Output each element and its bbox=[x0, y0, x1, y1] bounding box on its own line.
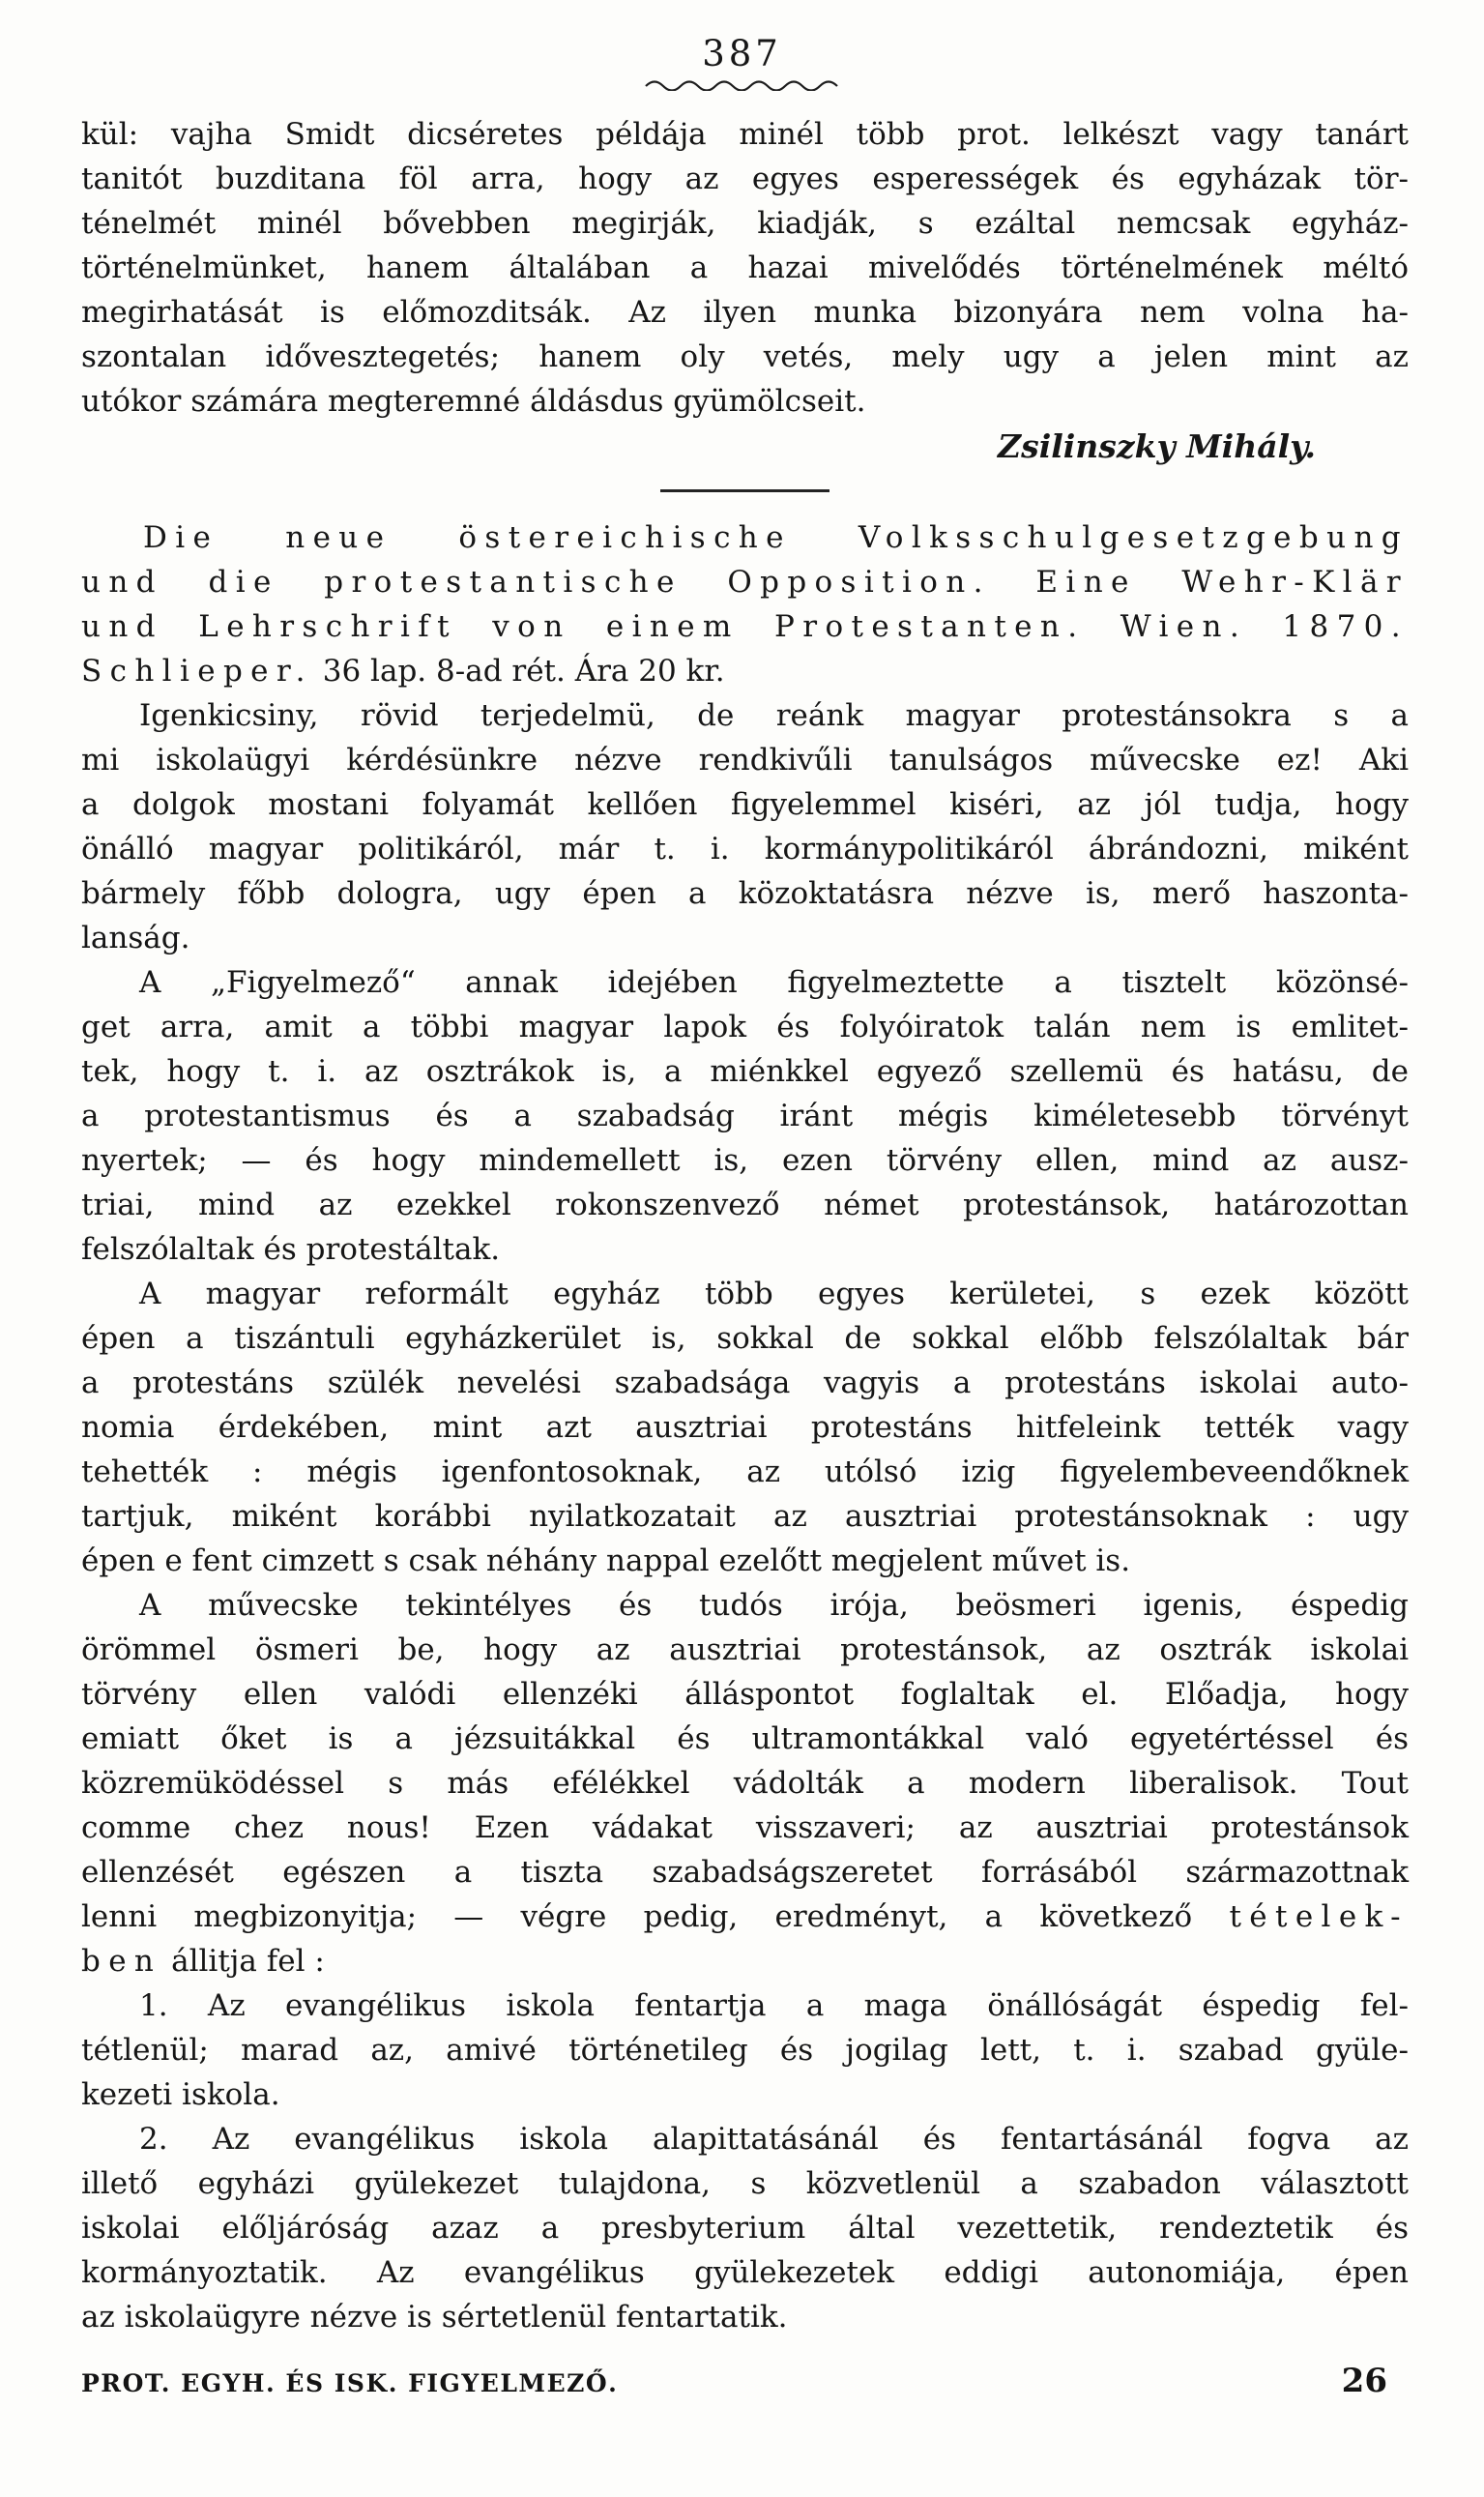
review-heading bbox=[81, 515, 1409, 693]
text-line: tartjuk, miként korábbi nyilatkozatait az ausztriai protestánsoknak : ugy bbox=[81, 1499, 1409, 1534]
text-line: iskolai előljáróság azaz a presbyterium által vezettetik, rendeztetik és bbox=[81, 2211, 1409, 2246]
text-line: kezeti iskola. bbox=[81, 2077, 280, 2112]
text-line: triai, mind az ezekkel rokonszenvező német protestánsok, határozottan bbox=[81, 1188, 1409, 1222]
final-line-suffix: állitja fel : bbox=[161, 1944, 325, 1979]
text-line: történelmünket, hanem általában a hazai mivelődés történelmének méltó bbox=[81, 250, 1409, 285]
text-line: megirhatását is előmozditsák. Az ilyen munka bizonyára nem volna ha- bbox=[81, 295, 1409, 330]
review-paragraph-4-emphasis-line bbox=[81, 1895, 1409, 1939]
squiggle-ornament bbox=[636, 76, 849, 91]
text-line: A „Figyelmező“ annak idejében figyelmeztette a tisztelt közönsé- bbox=[139, 965, 1409, 1000]
emphasized-word-part2: ben bbox=[81, 1944, 162, 1979]
text-line: a protestantismus és a szabadság iránt mégis kiméletesebb törvényt bbox=[81, 1099, 1409, 1133]
review-paragraph-4-lines bbox=[81, 1583, 1409, 1895]
review-publisher: Schlieper. bbox=[81, 654, 313, 689]
review-publication-details: 36 lap. 8-ad rét. Ára 20 kr. bbox=[312, 654, 725, 689]
review-paragraph-4 bbox=[81, 1583, 1409, 1983]
issue-number: 26 bbox=[1341, 2362, 1387, 2400]
text-line: tehették : mégis igenfontosoknak, az utólsó izig figyelembeveendőknek bbox=[81, 1454, 1409, 1489]
text-line: szontalan idővesztegetés; hanem oly vetés, mely ugy a jelen mint az bbox=[81, 339, 1409, 374]
text-line: tek, hogy t. i. az osztrákok is, a miénkkel egyező szellemü és hatásu, de bbox=[81, 1054, 1409, 1089]
text-line: A magyar reformált egyház több egyes kerületei, s ezek között bbox=[139, 1277, 1409, 1311]
text-line: törvény ellen valódi ellenzéki álláspontot foglaltak el. Előadja, hogy bbox=[81, 1677, 1409, 1712]
text-line: und Lehrschrift von einem Protestanten. Wien. 1870. bbox=[81, 609, 1409, 644]
text-line: a protestáns szülék nevelési szabadsága vagyis a protestáns iskolai auto- bbox=[81, 1366, 1409, 1400]
author-signature: Zsilinszky Mihály. bbox=[998, 427, 1316, 465]
text-line: lanság. bbox=[81, 921, 190, 955]
text-line: felszólaltak és protestáltak. bbox=[81, 1232, 501, 1267]
text-line: ténelmét minél bővebben megirják, kiadják, s ezáltal nemcsak egyház- bbox=[81, 206, 1409, 241]
text-line: illető egyházi gyülekezet tulajdona, s közvetlenül a szabadon választott bbox=[81, 2166, 1409, 2201]
emphasis-line-prefix: lenni megbizonyitja; — végre pedig, eredményt, a következő bbox=[81, 1899, 1230, 1934]
page-footer bbox=[81, 2362, 1387, 2400]
text-line: épen a tiszántuli egyházkerület is, sokkal de sokkal előbb felszólaltak bár bbox=[81, 1321, 1409, 1356]
thesis-paragraph-2 bbox=[81, 2117, 1409, 2339]
text-line: emiatt őket is a jézsuitákkal és ultramontákkal való egyetértéssel és bbox=[81, 1721, 1409, 1756]
text-line: az iskolaügyre nézve is sértetlenül fentartatik. bbox=[81, 2300, 788, 2335]
thesis-paragraph-1 bbox=[81, 1983, 1409, 2117]
text-line: önálló magyar politikáról, már t. i. kormánypolitikáról ábrándozni, miként bbox=[81, 832, 1409, 867]
text-line: utókor számára megteremné áldásdus gyümölcseit. bbox=[81, 384, 866, 419]
page-header bbox=[0, 33, 1484, 91]
text-line: bármely főbb dologra, ugy épen a közoktatásra nézve is, merő haszonta- bbox=[81, 876, 1409, 911]
page-number: 387 bbox=[702, 33, 782, 74]
review-paragraph-3 bbox=[81, 1272, 1409, 1583]
text-line: a dolgok mostani folyamát kellően figyelemmel kiséri, az jól tudja, hogy bbox=[81, 787, 1409, 822]
review-paragraph-2 bbox=[81, 960, 1409, 1272]
emphasized-word-part1: tételek- bbox=[1229, 1899, 1409, 1934]
review-heading-last-line bbox=[81, 649, 1409, 693]
text-line: épen e fent cimzett s csak néhány nappal ezelőtt megjelent művet is. bbox=[81, 1543, 1131, 1578]
review-paragraph-1 bbox=[81, 693, 1409, 960]
text-line: nomia érdekében, mint azt ausztriai protestáns hitfeleink tették vagy bbox=[81, 1410, 1409, 1445]
text-line: ellenzését egészen a tiszta szabadságszeretet forrásából származottnak bbox=[81, 1855, 1409, 1890]
article-continuation-paragraph bbox=[81, 112, 1409, 424]
text-line: kormányoztatik. Az evangélikus gyülekezetek eddigi autonomiája, épen bbox=[81, 2255, 1409, 2290]
text-line: mi iskolaügyi kérdésünkre nézve rendkivűli tanulságos művecske ez! Aki bbox=[81, 743, 1409, 778]
text-line: nyertek; — és hogy mindemellett is, ezen törvény ellen, mind az ausz- bbox=[81, 1143, 1409, 1178]
text-line: kül: vajha Smidt dicséretes példája minél több prot. lelkészt vagy tanárt bbox=[81, 117, 1409, 152]
text-line: közremüködéssel s más efélékkel vádolták a modern liberalisok. Tout bbox=[81, 1766, 1409, 1801]
text-line: 1. Az evangélikus iskola fentartja a maga önállóságát éspedig fel- bbox=[139, 1988, 1409, 2023]
text-line: 2. Az evangélikus iskola alapittatásánál és fentartásánál fogva az bbox=[139, 2122, 1409, 2157]
text-line: Die neue östereichische Volksschulgesetzgebung bbox=[143, 520, 1409, 555]
section-divider bbox=[660, 489, 829, 492]
text-line: comme chez nous! Ezen vádakat visszaveri; az ausztriai protestánsok bbox=[81, 1810, 1409, 1845]
review-heading-lines bbox=[81, 515, 1409, 649]
text-line: örömmel ösmeri be, hogy az ausztriai protestánsok, az osztrák iskolai bbox=[81, 1632, 1409, 1667]
journal-title: PROT. EGYH. ÉS ISK. FIGYELMEZŐ. bbox=[81, 2369, 619, 2397]
text-line: und die protestantische Opposition. Eine Wehr-Klär bbox=[81, 565, 1409, 600]
text-line: Igenkicsiny, rövid terjedelmü, de reánk magyar protestánsokra s a bbox=[139, 698, 1409, 733]
text-line: get arra, amit a többi magyar lapok és folyóiratok talán nem is emlitet- bbox=[81, 1010, 1409, 1044]
text-line: tanitót buzditana föl arra, hogy az egyes esperességek és egyházak tör- bbox=[81, 162, 1409, 196]
text-line: A művecske tekintélyes és tudós irója, beösmeri igenis, éspedig bbox=[139, 1588, 1409, 1623]
text-column bbox=[0, 112, 1484, 2339]
review-paragraph-4-final-line bbox=[81, 1939, 1409, 1983]
text-line: tétlenül; marad az, amivé történetileg és jogilag lett, t. i. szabad gyüle- bbox=[81, 2033, 1409, 2068]
